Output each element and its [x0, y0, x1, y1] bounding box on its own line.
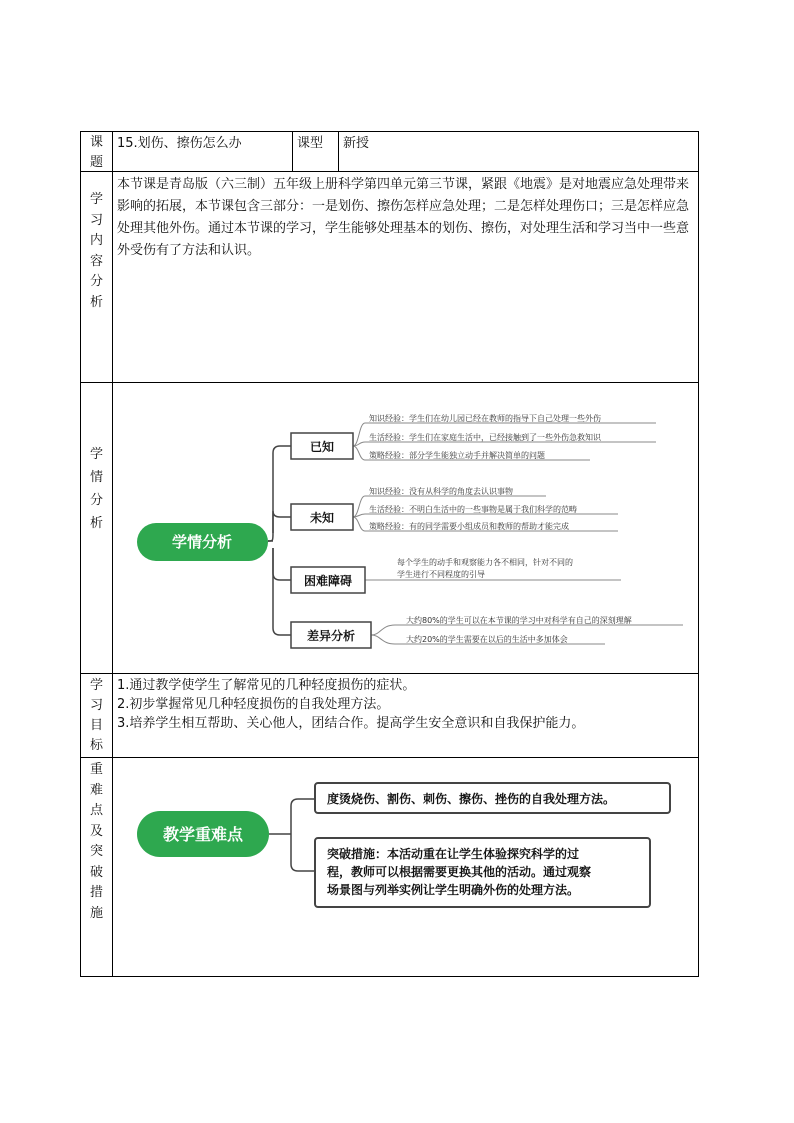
goal-item: 1.通过教学使学生了解常见的几种轻度损伤的症状。 — [117, 678, 416, 693]
label-char: 施 — [89, 905, 103, 921]
label-char: 题 — [89, 155, 103, 170]
unknown-item: 知识经验：没有从科学的角度去认识事物 — [369, 487, 513, 496]
label-char: 破 — [89, 864, 103, 880]
label-topic — [80, 131, 113, 172]
label-content-analysis — [80, 171, 113, 383]
goal-item: 3.培养学生相互帮助、关心他人，团结合作。提高学生安全意识和自我保护能力。 — [117, 716, 585, 731]
node-unknown-label: 未知 — [309, 511, 335, 525]
label-char: 分 — [89, 274, 103, 289]
label-char: 容 — [89, 253, 103, 269]
label-char: 分 — [89, 493, 103, 508]
unknown-item: 策略经验：有的同学需要小组成员和教师的帮助才能完成 — [369, 522, 569, 531]
lesson-type-value: 新授 — [338, 131, 699, 172]
node-difference-label: 差异分析 — [306, 629, 356, 643]
known-item: 生活经验：学生们在家庭生活中，已经接触到了一些外伤急救知识 — [369, 433, 601, 442]
node-difficulty-label: 困难障碍 — [303, 574, 353, 588]
label-char: 难 — [89, 782, 103, 798]
learning-goals — [112, 673, 699, 758]
label-char: 情 — [89, 470, 103, 485]
content-analysis-text: 本节课是青岛版（六三制）五年级上册科学第四单元第三节课，紧跟《地震》是对地震应急处理带来影响的拓展，本节课包含三部分：一是划伤、擦伤怎样应急处理；二是怎样处理伤口；三是怎样应急处理其他外伤。通过本节课的学习，学生能够处理基本的划伤、擦伤，对处理生活和学习当中一些意外受伤有了方法和认识。 — [112, 171, 699, 383]
node-known-label: 已知 — [309, 440, 335, 454]
label-key-points — [80, 757, 113, 977]
label-char: 析 — [89, 516, 103, 531]
label-char: 重 — [89, 762, 103, 777]
lesson-title: 15.划伤、擦伤怎么办 — [112, 131, 293, 172]
student-analysis-mindmap-cell — [112, 382, 699, 674]
lesson-type-label: 课型 — [292, 131, 339, 172]
difference-item: 大约20%的学生需要在以后的生活中多加体会 — [406, 635, 568, 644]
student-analysis-mindmap — [113, 383, 698, 673]
label-char: 学 — [89, 447, 103, 462]
key-points-mindmap — [113, 758, 698, 976]
known-item: 知识经验：学生们在幼儿园已经在教师的指导下自己处理一些外伤 — [369, 414, 601, 423]
label-char: 标 — [89, 738, 103, 753]
unknown-item: 生活经验：不明白生活中的一些事物是属于我们科学的范畴 — [369, 505, 577, 514]
label-char: 目 — [89, 718, 103, 733]
key-points-root-label: 教学重难点 — [162, 825, 244, 844]
label-char: 学 — [89, 192, 103, 207]
mindmap-root-label: 学情分析 — [171, 533, 233, 551]
breakthrough-line: 突破措施：本活动重在让学生体验探究科学的过 — [327, 847, 580, 861]
goal-item: 2.初步掌握常见几种轻度损伤的自我处理方法。 — [117, 697, 390, 712]
label-char: 学 — [89, 678, 103, 693]
key-points-mindmap-cell — [112, 757, 699, 977]
label-char: 及 — [89, 823, 103, 839]
breakthrough-line: 程，教师可以根据需要更换其他的活动。通过观察 — [327, 865, 592, 879]
label-char: 点 — [89, 803, 103, 818]
breakthrough-line: 场景图与列举实例让学生明确外伤的处理方法。 — [327, 883, 580, 897]
label-learning-goals — [80, 673, 113, 758]
label-char: 课 — [89, 135, 103, 150]
label-char: 内 — [89, 233, 103, 248]
difficulty-line: 学生进行不同程度的引导 — [397, 570, 485, 579]
label-char: 析 — [89, 294, 103, 310]
known-item: 策略经验：部分学生能独立动手并解决简单的问题 — [369, 451, 545, 460]
key-point-text: 度烫烧伤、割伤、刺伤、擦伤、挫伤的自我处理方法。 — [327, 792, 616, 806]
difference-item: 大约80%的学生可以在本节课的学习中对科学有自己的深刻理解 — [406, 616, 632, 625]
label-char: 习 — [89, 212, 103, 228]
label-student-analysis — [80, 382, 113, 674]
label-char: 突 — [89, 844, 103, 859]
label-char: 习 — [89, 698, 103, 713]
label-char: 措 — [89, 885, 103, 900]
difficulty-line: 每个学生的动手和观察能力各不相同，针对不同的 — [397, 558, 573, 567]
